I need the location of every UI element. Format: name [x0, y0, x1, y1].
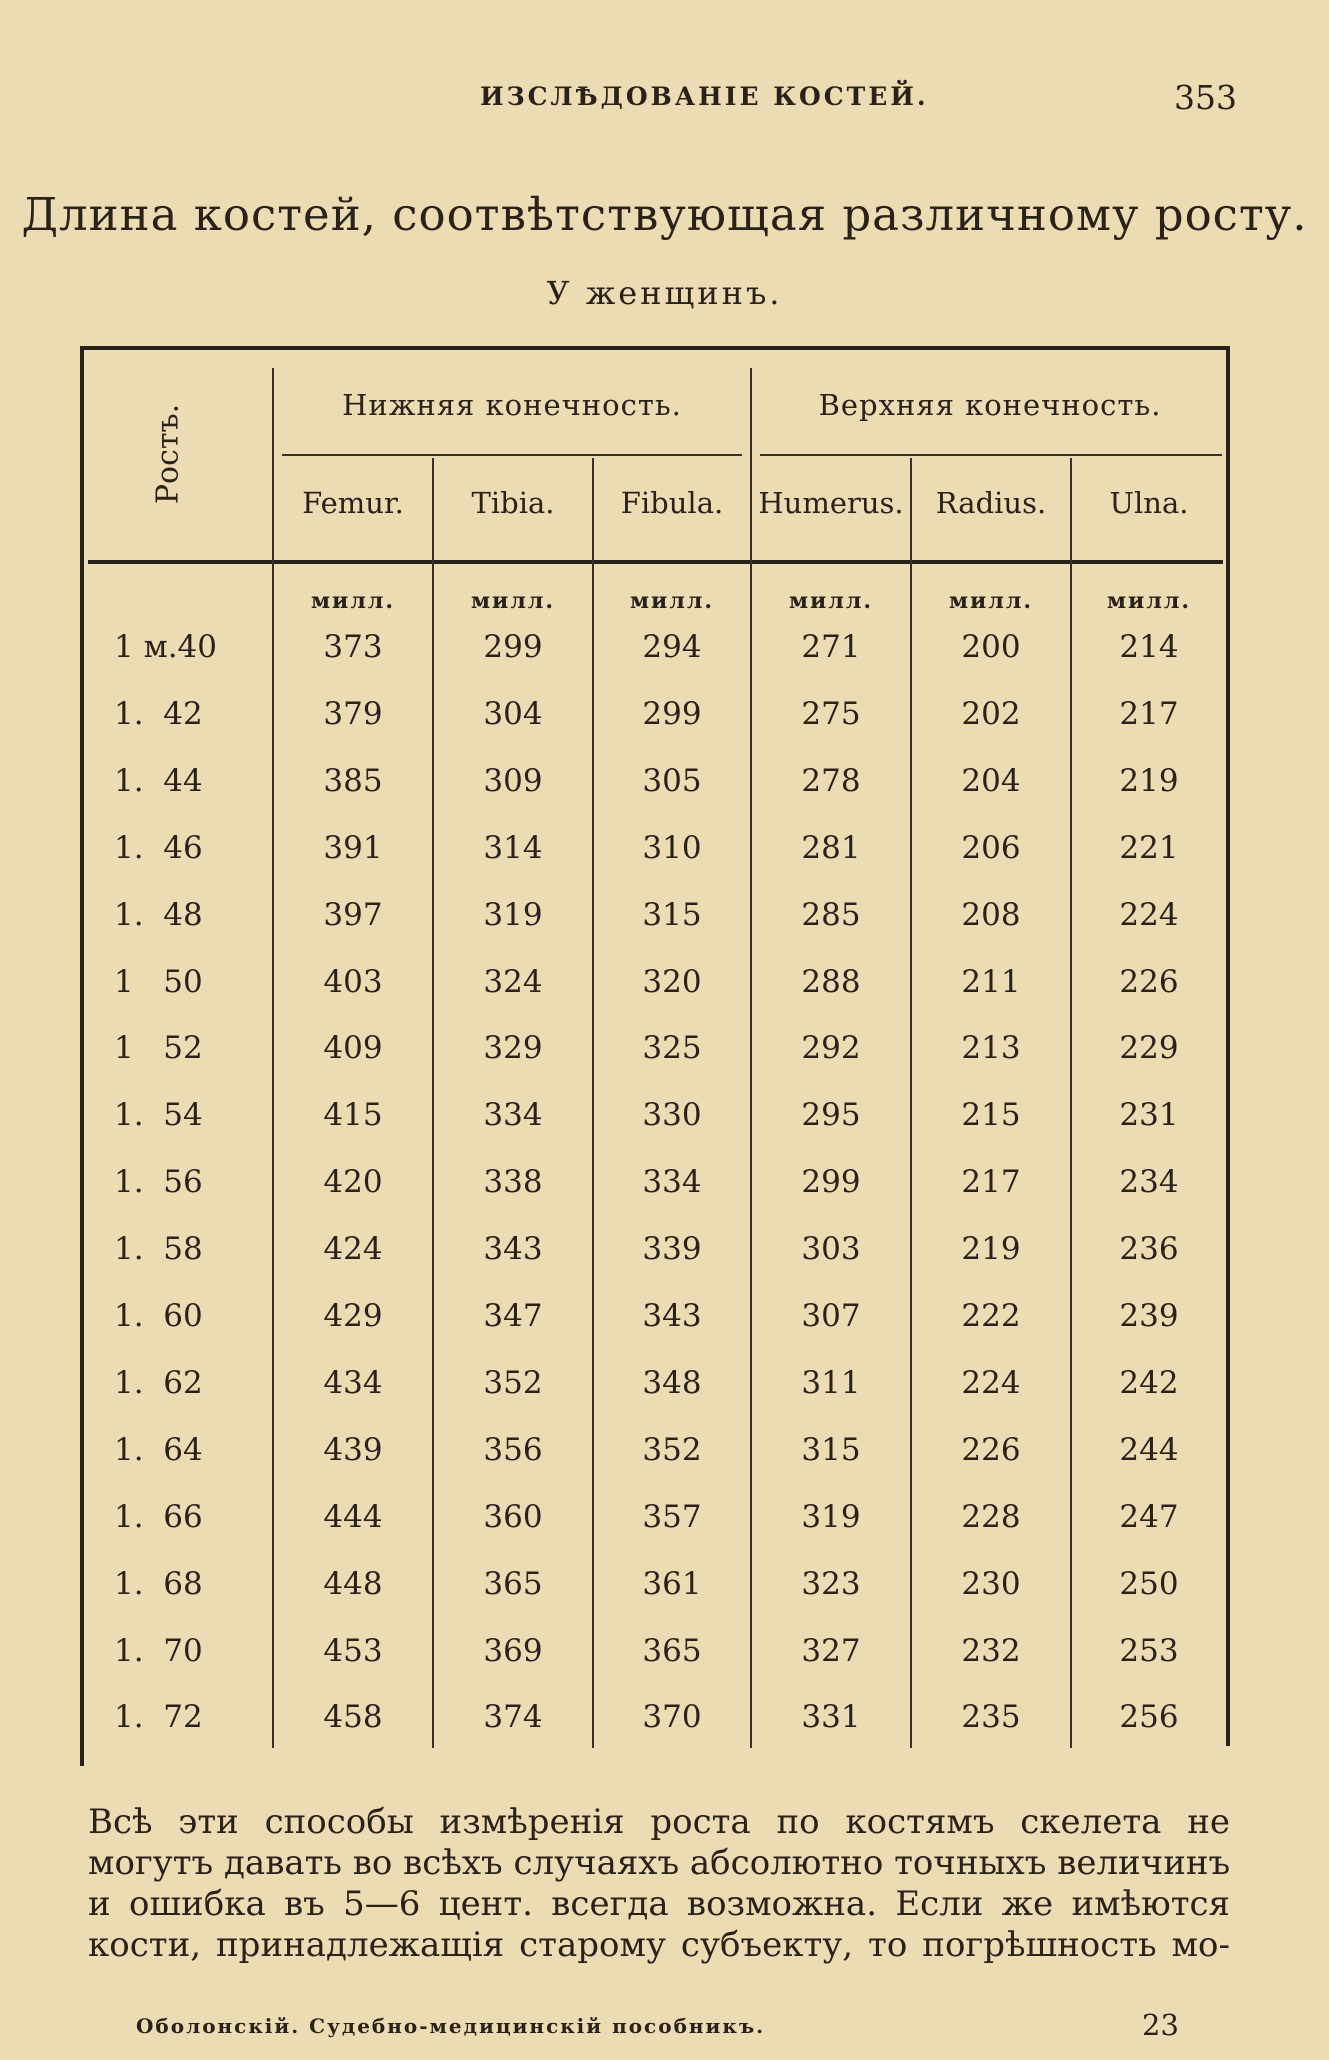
table-row	[80, 1015, 1230, 1081]
value-cell: 285	[801, 896, 861, 933]
value-cell: 429	[323, 1298, 383, 1334]
value-cell: 309	[483, 762, 543, 799]
value-cell: 365	[483, 1565, 543, 1602]
value-cell: 330	[642, 1097, 702, 1134]
bone-length-table	[80, 346, 1230, 1766]
paragraph-line: Всѣ эти способы измѣренія роста по костямъ скелета не	[88, 1802, 1230, 1842]
unit-label: милл.	[470, 588, 556, 614]
table-row	[80, 882, 1230, 948]
group-header-lower-limb: Нижняя конечность.	[342, 388, 682, 422]
value-cell: 244	[1119, 1431, 1179, 1468]
value-cell: 320	[642, 963, 702, 1000]
value-cell: 357	[642, 1498, 702, 1535]
table-row	[80, 1551, 1230, 1617]
value-cell: 213	[961, 1030, 1021, 1067]
group-underline	[760, 454, 1222, 456]
value-cell: 299	[642, 695, 702, 732]
value-cell: 228	[961, 1498, 1021, 1535]
value-cell: 385	[323, 762, 383, 799]
paragraph-line: и ошибка въ 5—6 цент. всегда возможна. Если же имѣются	[88, 1884, 1230, 1924]
running-title: ИЗСЛѢДОВАНІЕ КОСТЕЙ.	[480, 82, 929, 111]
value-cell: 448	[323, 1565, 383, 1602]
value-cell: 215	[961, 1097, 1021, 1134]
value-cell: 235	[961, 1699, 1021, 1736]
table-row	[80, 1350, 1230, 1416]
value-cell: 204	[961, 762, 1021, 799]
rost-cell: 1. 42	[114, 695, 203, 732]
column-header-tibia: Tibia.	[471, 486, 555, 520]
table-row	[80, 1618, 1230, 1684]
rost-column-header: Ростъ.	[150, 403, 186, 505]
value-cell: 303	[801, 1231, 861, 1268]
value-cell: 348	[642, 1364, 702, 1401]
value-cell: 305	[642, 762, 702, 799]
rost-cell: 1. 68	[114, 1565, 203, 1602]
value-cell: 278	[801, 762, 861, 799]
value-cell: 314	[483, 829, 543, 866]
value-cell: 236	[1119, 1231, 1179, 1268]
table-row	[80, 949, 1230, 1015]
value-cell: 217	[961, 1164, 1021, 1201]
value-cell: 444	[323, 1498, 383, 1535]
value-cell: 304	[483, 695, 543, 732]
value-cell: 319	[483, 896, 543, 933]
value-cell: 352	[483, 1364, 543, 1401]
value-cell: 453	[323, 1632, 383, 1669]
table-row	[80, 1684, 1230, 1750]
value-cell: 219	[961, 1231, 1021, 1268]
value-cell: 224	[961, 1364, 1021, 1401]
table-row	[80, 1082, 1230, 1148]
value-cell: 373	[323, 629, 383, 665]
rost-cell: 1. 48	[114, 896, 203, 933]
value-cell: 403	[323, 963, 383, 1000]
table-row	[80, 1216, 1230, 1282]
value-cell: 315	[642, 896, 702, 933]
value-cell: 415	[323, 1097, 383, 1134]
value-cell: 323	[801, 1565, 861, 1602]
rost-cell: 1. 54	[114, 1097, 203, 1134]
table-row	[80, 1283, 1230, 1349]
value-cell: 343	[642, 1298, 702, 1334]
value-cell: 310	[642, 829, 702, 866]
value-cell: 424	[323, 1231, 383, 1268]
value-cell: 229	[1119, 1030, 1179, 1067]
value-cell: 397	[323, 896, 383, 933]
value-cell: 331	[801, 1699, 861, 1736]
value-cell: 343	[483, 1231, 543, 1268]
rost-cell: 1. 62	[114, 1364, 203, 1401]
value-cell: 374	[483, 1699, 543, 1736]
group-header-upper-limb: Верхняя конечность.	[818, 388, 1162, 422]
table-header-rule	[88, 560, 1223, 564]
value-cell: 281	[801, 829, 861, 866]
page-number: 353	[1174, 78, 1237, 117]
value-cell: 221	[1119, 829, 1179, 866]
value-cell: 420	[323, 1164, 383, 1201]
unit-label: милл.	[788, 588, 874, 614]
table-row	[80, 1149, 1230, 1215]
value-cell: 231	[1119, 1097, 1179, 1134]
value-cell: 458	[323, 1699, 383, 1736]
value-cell: 232	[961, 1632, 1021, 1669]
value-cell: 295	[801, 1097, 861, 1134]
footer-sheet-number: 23	[1142, 2008, 1179, 2042]
value-cell: 206	[961, 829, 1021, 866]
value-cell: 242	[1119, 1364, 1179, 1401]
value-cell: 324	[483, 963, 543, 1000]
value-cell: 226	[1119, 963, 1179, 1000]
value-cell: 409	[323, 1030, 383, 1067]
rost-cell: 1. 64	[114, 1431, 203, 1468]
unit-label: милл.	[629, 588, 715, 614]
unit-label: милл.	[1106, 588, 1192, 614]
value-cell: 360	[483, 1498, 543, 1535]
rost-cell: 1 м.40	[114, 629, 217, 665]
page-title: Длина костей, соотвѣтствующая различному росту.	[21, 188, 1308, 241]
column-header-radius: Radius.	[935, 486, 1047, 520]
page-footer	[0, 2008, 1329, 2060]
value-cell: 219	[1119, 762, 1179, 799]
column-header-humerus: Humerus.	[758, 486, 904, 520]
value-cell: 250	[1119, 1565, 1179, 1602]
value-cell: 307	[801, 1298, 861, 1334]
value-cell: 214	[1119, 629, 1179, 665]
value-cell: 299	[483, 629, 543, 665]
table-row	[80, 614, 1230, 680]
value-cell: 311	[801, 1364, 861, 1401]
column-header-ulna: Ulna.	[1109, 486, 1189, 520]
paragraph-line: кости, принадлежащія старому субъекту, то погрѣшность мо-	[88, 1925, 1230, 1965]
footer-signature: Оболонскій. Судебно-медицинскій пособникъ.	[136, 2014, 766, 2038]
rost-cell: 1. 70	[114, 1632, 203, 1669]
table-subtitle: У женщинъ.	[546, 274, 783, 312]
value-cell: 288	[801, 963, 861, 1000]
value-cell: 294	[642, 629, 702, 665]
body-paragraph	[88, 1802, 1230, 1966]
value-cell: 439	[323, 1431, 383, 1468]
value-cell: 234	[1119, 1164, 1179, 1201]
column-header-femur: Femur.	[302, 486, 404, 520]
value-cell: 200	[961, 629, 1021, 665]
value-cell: 271	[801, 629, 861, 665]
value-cell: 275	[801, 695, 861, 732]
value-cell: 319	[801, 1498, 861, 1535]
value-cell: 327	[801, 1632, 861, 1669]
value-cell: 325	[642, 1030, 702, 1067]
running-head	[0, 78, 1329, 122]
rost-cell: 1. 56	[114, 1164, 203, 1201]
value-cell: 352	[642, 1431, 702, 1468]
table-row	[80, 815, 1230, 881]
rost-cell: 1. 46	[114, 829, 203, 866]
value-cell: 202	[961, 695, 1021, 732]
value-cell: 334	[642, 1164, 702, 1201]
value-cell: 226	[961, 1431, 1021, 1468]
value-cell: 434	[323, 1364, 383, 1401]
value-cell: 356	[483, 1431, 543, 1468]
rost-cell: 1 52	[114, 1030, 203, 1067]
column-header-fibula: Fibula.	[620, 486, 724, 520]
table-row	[80, 1417, 1230, 1483]
value-cell: 208	[961, 896, 1021, 933]
value-cell: 256	[1119, 1699, 1179, 1736]
value-cell: 361	[642, 1565, 702, 1602]
value-cell: 253	[1119, 1632, 1179, 1669]
table-row	[80, 681, 1230, 747]
value-cell: 292	[801, 1030, 861, 1067]
rost-cell: 1. 60	[114, 1298, 203, 1334]
value-cell: 391	[323, 829, 383, 866]
value-cell: 239	[1119, 1298, 1179, 1334]
value-cell: 315	[801, 1431, 861, 1468]
rost-cell: 1. 58	[114, 1231, 203, 1268]
value-cell: 347	[483, 1298, 543, 1334]
value-cell: 365	[642, 1632, 702, 1669]
unit-label: милл.	[310, 588, 396, 614]
value-cell: 224	[1119, 896, 1179, 933]
value-cell: 369	[483, 1632, 543, 1669]
value-cell: 217	[1119, 695, 1179, 732]
table-row	[80, 748, 1230, 814]
value-cell: 299	[801, 1164, 861, 1201]
value-cell: 211	[961, 963, 1021, 1000]
table-row	[80, 1484, 1230, 1550]
unit-label: милл.	[948, 588, 1034, 614]
table-top-rule	[80, 346, 1230, 350]
value-cell: 247	[1119, 1498, 1179, 1535]
value-cell: 334	[483, 1097, 543, 1134]
value-cell: 230	[961, 1565, 1021, 1602]
rost-cell: 1. 72	[114, 1699, 203, 1736]
value-cell: 338	[483, 1164, 543, 1201]
value-cell: 379	[323, 695, 383, 732]
rost-cell: 1. 66	[114, 1498, 203, 1535]
value-cell: 222	[961, 1298, 1021, 1334]
paragraph-line: могутъ давать во всѣхъ случаяхъ абсолютно точныхъ величинъ	[88, 1843, 1231, 1883]
rost-cell: 1. 44	[114, 762, 203, 799]
value-cell: 339	[642, 1231, 702, 1268]
value-cell: 370	[642, 1699, 702, 1736]
group-underline	[282, 454, 742, 456]
rost-cell: 1 50	[114, 963, 203, 1000]
value-cell: 329	[483, 1030, 543, 1067]
